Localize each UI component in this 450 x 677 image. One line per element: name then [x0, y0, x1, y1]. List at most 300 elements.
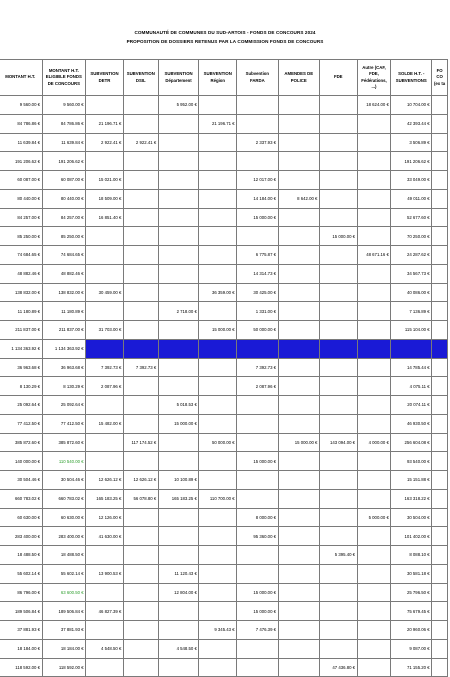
table-cell: 30 425.00 €: [237, 283, 278, 302]
table-cell: [278, 133, 319, 152]
table-row: [0, 489, 448, 508]
column-header: SOLDE H.T. - SUBVENTIONS: [391, 60, 432, 96]
table-cell: [199, 358, 237, 377]
table-row: [0, 396, 448, 415]
table-cell: [123, 621, 158, 640]
table-cell: [86, 583, 124, 602]
table-cell: [123, 602, 158, 621]
table-cell: [123, 452, 158, 471]
table-cell: 15 000.00 €: [158, 414, 199, 433]
table-row: [0, 189, 448, 208]
table-cell: [158, 602, 199, 621]
column-header: Autre (CAF, FDE, Fédérations, ...): [357, 60, 391, 96]
table-cell: [432, 302, 448, 321]
table-cell: 84 257.00 €: [0, 208, 42, 227]
table-cell: 46 930.50 €: [391, 414, 432, 433]
table-cell: [158, 321, 199, 340]
table-cell: 8 642.00 €: [278, 189, 319, 208]
table-cell: [158, 133, 199, 152]
table-cell: [86, 96, 124, 115]
table-cell: 80 440.00 €: [42, 189, 86, 208]
table-cell: 36 963.68 €: [42, 358, 86, 377]
table-cell: 5 952.00 €: [158, 96, 199, 115]
table-cell: 36 359.00 €: [199, 283, 237, 302]
table-cell: [199, 564, 237, 583]
table-cell: [158, 377, 199, 396]
table-cell: 15 482.00 €: [86, 414, 124, 433]
table-row: [0, 227, 448, 246]
table-cell: [123, 414, 158, 433]
table-cell: 25 796.50 €: [391, 583, 432, 602]
table-cell: 11 639.84 €: [0, 133, 42, 152]
table-cell: [123, 189, 158, 208]
table-cell: 18 184.00 €: [42, 639, 86, 658]
table-row: [0, 208, 448, 227]
table-cell: 7 392.73 €: [237, 358, 278, 377]
table-cell: [86, 621, 124, 640]
table-cell: [158, 658, 199, 677]
table-cell: [278, 358, 319, 377]
column-header: FO CO (ex ta: [432, 60, 448, 96]
table-cell: [158, 621, 199, 640]
table-cell: 8 130.29 €: [42, 377, 86, 396]
table-cell: [278, 546, 319, 565]
column-header: SUBVENTION Région: [199, 60, 237, 96]
table-cell: 30 581.18 €: [391, 564, 432, 583]
table-cell: [432, 471, 448, 490]
table-cell: [432, 152, 448, 171]
table-row: [0, 527, 448, 546]
table-cell: [86, 658, 124, 677]
table-cell: [86, 546, 124, 565]
table-header-row: [0, 60, 448, 96]
table-row: [0, 658, 448, 677]
table-cell: [357, 396, 391, 415]
column-header: SUBVENTION Département: [158, 60, 199, 96]
table-cell: 2 718.00 €: [158, 302, 199, 321]
table-cell: 93 540.00 €: [391, 452, 432, 471]
table-cell: 9 345.43 €: [199, 621, 237, 640]
table-cell: 80 440.00 €: [0, 189, 42, 208]
table-cell: 15 021.00 €: [86, 171, 124, 190]
table-cell: [432, 489, 448, 508]
table-cell: 60 087.00 €: [42, 171, 86, 190]
table-cell: [319, 489, 357, 508]
table-cell: [123, 546, 158, 565]
table-row: [0, 583, 448, 602]
table-cell: [237, 564, 278, 583]
table-cell: [357, 377, 391, 396]
table-cell: 12 626.12 €: [123, 471, 158, 490]
table-cell: 163 318.22 €: [391, 489, 432, 508]
table-cell: [158, 264, 199, 283]
table-cell: 256 604.08 €: [391, 433, 432, 452]
table-cell: [199, 414, 237, 433]
table-cell: [158, 171, 199, 190]
table-cell: [86, 339, 124, 358]
table-cell: 11 120.43 €: [158, 564, 199, 583]
table-cell: 9 560.00 €: [42, 96, 86, 115]
table-cell: [319, 264, 357, 283]
table-row: [0, 414, 448, 433]
column-header: SUBVENTION DSIL: [123, 60, 158, 96]
table-cell: 33 049.00 €: [391, 171, 432, 190]
table-cell: 5 000.00 €: [357, 508, 391, 527]
table-cell: [123, 302, 158, 321]
table-cell: [432, 414, 448, 433]
table-cell: [123, 639, 158, 658]
table-cell: 191 206.62 €: [42, 152, 86, 171]
table-cell: [278, 583, 319, 602]
table-cell: 189 506.84 €: [0, 602, 42, 621]
table-cell: [319, 396, 357, 415]
column-header: FDE: [319, 60, 357, 96]
table-cell: 63 600.50 €: [42, 583, 86, 602]
table-cell: 283 400.00 €: [42, 527, 86, 546]
table-cell: [357, 114, 391, 133]
table-cell: [237, 339, 278, 358]
table-cell: [123, 283, 158, 302]
document-subtitle: PROPOSITION DE DOSSIERS RETENUS PAR LA COMMISSION FONDS DE CONCOURS: [126, 39, 324, 44]
table-cell: 60 087.00 €: [0, 171, 42, 190]
table-cell: [432, 133, 448, 152]
table-cell: 60 630.00 €: [42, 508, 86, 527]
table-cell: [357, 546, 391, 565]
table-cell: 191 206.62 €: [391, 152, 432, 171]
table-cell: [432, 583, 448, 602]
table-cell: 70 250.00 €: [391, 227, 432, 246]
table-cell: [278, 396, 319, 415]
table-cell: [319, 246, 357, 265]
table-cell: 15 151.88 €: [391, 471, 432, 490]
table-cell: 84 786.86 €: [0, 114, 42, 133]
table-cell: [319, 471, 357, 490]
table-cell: [357, 264, 391, 283]
table-cell: [158, 189, 199, 208]
table-row: [0, 358, 448, 377]
table-cell: 7 136.89 €: [391, 302, 432, 321]
table-cell: [319, 377, 357, 396]
table-cell: 8 000.00 €: [237, 508, 278, 527]
table-cell: 14 785.44 €: [391, 358, 432, 377]
table-cell: 95 360.00 €: [237, 527, 278, 546]
table-cell: [432, 508, 448, 527]
table-cell: 1 134 363.92 €: [0, 339, 42, 358]
table-cell: [199, 96, 237, 115]
table-cell: [86, 302, 124, 321]
table-cell: [357, 658, 391, 677]
table-cell: 2 087.96 €: [86, 377, 124, 396]
table-cell: [278, 302, 319, 321]
table-cell: [432, 339, 448, 358]
table-cell: [319, 302, 357, 321]
table-cell: [319, 283, 357, 302]
table-cell: [199, 171, 237, 190]
table-row: [0, 133, 448, 152]
table-cell: [319, 414, 357, 433]
table-cell: [123, 208, 158, 227]
table-cell: [86, 396, 124, 415]
table-cell: [432, 189, 448, 208]
table-cell: [357, 564, 391, 583]
table-cell: [391, 339, 432, 358]
table-cell: [86, 246, 124, 265]
table-cell: [432, 602, 448, 621]
table-cell: 46 827.39 €: [86, 602, 124, 621]
table-cell: 110 540.00 €: [42, 452, 86, 471]
table-cell: [278, 564, 319, 583]
table-cell: [432, 639, 448, 658]
table-cell: [357, 302, 391, 321]
table-row: [0, 602, 448, 621]
table-cell: 50 000.00 €: [237, 321, 278, 340]
table-cell: [123, 246, 158, 265]
table-cell: 56 078.80 €: [123, 489, 158, 508]
table-cell: 118 592.00 €: [42, 658, 86, 677]
table-cell: 6 775.87 €: [237, 246, 278, 265]
table-cell: [278, 414, 319, 433]
table-cell: [123, 152, 158, 171]
table-cell: [278, 246, 319, 265]
table-cell: [158, 452, 199, 471]
table-cell: [432, 546, 448, 565]
table-cell: [158, 246, 199, 265]
table-row: [0, 96, 448, 115]
table-cell: 77 412.50 €: [42, 414, 86, 433]
table-cell: 21 196.71 €: [86, 114, 124, 133]
table-cell: 74 684.65 €: [0, 246, 42, 265]
table-cell: 8 088.10 €: [391, 546, 432, 565]
table-cell: 20 074.11 €: [391, 396, 432, 415]
table-cell: 7 476.39 €: [237, 621, 278, 640]
table-cell: [123, 508, 158, 527]
table-cell: [86, 433, 124, 452]
table-cell: 36 963.68 €: [0, 358, 42, 377]
table-cell: 15 000.00 €: [319, 227, 357, 246]
table-cell: 15 000.00 €: [237, 452, 278, 471]
table-cell: [199, 527, 237, 546]
table-cell: [199, 396, 237, 415]
table-cell: [123, 264, 158, 283]
table-cell: [278, 152, 319, 171]
table-cell: [278, 489, 319, 508]
table-cell: [357, 321, 391, 340]
table-row: [0, 152, 448, 171]
table-cell: [123, 583, 158, 602]
table-cell: 101 402.00 €: [391, 527, 432, 546]
table-cell: [199, 208, 237, 227]
table-cell: 12 626.12 €: [86, 471, 124, 490]
table-cell: 42 393.44 €: [391, 114, 432, 133]
table-cell: 18 488.50 €: [0, 546, 42, 565]
table-cell: [319, 114, 357, 133]
table-cell: 25 092.64 €: [42, 396, 86, 415]
table-cell: 117 174.52 €: [123, 433, 158, 452]
table-cell: [278, 321, 319, 340]
table-cell: [432, 396, 448, 415]
table-cell: [319, 208, 357, 227]
table-cell: 115 104.00 €: [391, 321, 432, 340]
table-cell: [237, 489, 278, 508]
table-cell: 15 000.00 €: [278, 433, 319, 452]
table-cell: [199, 452, 237, 471]
table-cell: 1 331.00 €: [237, 302, 278, 321]
table-cell: 37 881.93 €: [0, 621, 42, 640]
table-cell: [158, 208, 199, 227]
table-cell: [199, 133, 237, 152]
column-header: MONTANT H.T.: [0, 60, 42, 96]
table-cell: [319, 133, 357, 152]
table-row: [0, 471, 448, 490]
table-cell: [199, 508, 237, 527]
table-cell: 2 922.41 €: [123, 133, 158, 152]
table-cell: [319, 171, 357, 190]
table-cell: 71 155.20 €: [391, 658, 432, 677]
table-cell: 84 257.00 €: [42, 208, 86, 227]
table-cell: [123, 339, 158, 358]
table-cell: 2 087.96 €: [237, 377, 278, 396]
table-row: [0, 452, 448, 471]
table-cell: 50 000.00 €: [199, 433, 237, 452]
table-cell: 5 018.53 €: [158, 396, 199, 415]
table-row: [0, 321, 448, 340]
table-cell: [278, 208, 319, 227]
table-cell: [158, 339, 199, 358]
table-cell: [278, 452, 319, 471]
table-cell: 21 196.71 €: [199, 114, 237, 133]
table-row: [0, 433, 448, 452]
table-cell: [357, 414, 391, 433]
table-cell: [357, 208, 391, 227]
table-cell: [199, 377, 237, 396]
table-cell: 14 314.73 €: [237, 264, 278, 283]
table-cell: [357, 471, 391, 490]
table-cell: [319, 639, 357, 658]
table-cell: [86, 264, 124, 283]
table-cell: [123, 527, 158, 546]
table-cell: [278, 527, 319, 546]
table-cell: [432, 96, 448, 115]
table-cell: 165 183.25 €: [158, 489, 199, 508]
table-cell: [199, 302, 237, 321]
table-row: [0, 114, 448, 133]
table-cell: [278, 602, 319, 621]
table-cell: 211 837.00 €: [0, 321, 42, 340]
table-row: [0, 564, 448, 583]
table-cell: [123, 114, 158, 133]
table-cell: [278, 508, 319, 527]
table-cell: [123, 377, 158, 396]
table-cell: 55 602.14 €: [42, 564, 86, 583]
table-cell: [319, 527, 357, 546]
table-cell: 74 684.65 €: [42, 246, 86, 265]
table-cell: [357, 621, 391, 640]
table-cell: [86, 152, 124, 171]
table-cell: 18 488.50 €: [42, 546, 86, 565]
table-cell: [237, 471, 278, 490]
table-cell: 385 872.60 €: [42, 433, 86, 452]
table-cell: 1 134 363.92 €: [42, 339, 86, 358]
table-cell: 55 602.14 €: [0, 564, 42, 583]
table-cell: [199, 264, 237, 283]
table-row: [0, 302, 448, 321]
table-cell: [278, 96, 319, 115]
table-cell: 138 832.00 €: [0, 283, 42, 302]
table-cell: [86, 452, 124, 471]
table-cell: [278, 639, 319, 658]
table-cell: 48 671.16 €: [357, 246, 391, 265]
table-cell: [432, 246, 448, 265]
table-cell: 18 184.00 €: [0, 639, 42, 658]
table-cell: [278, 171, 319, 190]
table-cell: 110 700.00 €: [199, 489, 237, 508]
table-cell: [319, 508, 357, 527]
table-cell: [278, 114, 319, 133]
table-cell: 2 922.41 €: [86, 133, 124, 152]
table-cell: [158, 527, 199, 546]
table-cell: 30 504.46 €: [42, 471, 86, 490]
table-cell: 60 630.00 €: [0, 508, 42, 527]
table-cell: [357, 171, 391, 190]
table-cell: 4 548.50 €: [158, 639, 199, 658]
table-cell: 37 881.93 €: [42, 621, 86, 640]
table-cell: 11 180.89 €: [42, 302, 86, 321]
table-cell: 138 832.00 €: [42, 283, 86, 302]
table-cell: 10 100.89 €: [158, 471, 199, 490]
table-cell: [199, 246, 237, 265]
table-cell: 2 337.93 €: [237, 133, 278, 152]
table-cell: [432, 264, 448, 283]
column-header: SUBVENTION DETR: [86, 60, 124, 96]
table-cell: [432, 358, 448, 377]
table-cell: 13 900.53 €: [86, 564, 124, 583]
table-cell: [123, 171, 158, 190]
table-cell: [237, 414, 278, 433]
table-cell: [278, 377, 319, 396]
table-cell: [199, 152, 237, 171]
table-cell: [278, 264, 319, 283]
table-cell: 191 206.62 €: [0, 152, 42, 171]
table-cell: [237, 152, 278, 171]
table-cell: 118 592.00 €: [0, 658, 42, 677]
table-cell: 41 630.00 €: [86, 527, 124, 546]
table-cell: [432, 527, 448, 546]
table-cell: [199, 583, 237, 602]
table-cell: 34 567.73 €: [391, 264, 432, 283]
table-cell: 143 094.00 €: [319, 433, 357, 452]
table-cell: [319, 583, 357, 602]
table-cell: [158, 358, 199, 377]
table-cell: 9 087.00 €: [391, 639, 432, 658]
table-cell: [357, 489, 391, 508]
table-cell: 30 459.00 €: [86, 283, 124, 302]
table-cell: 283 400.00 €: [0, 527, 42, 546]
table-cell: 16 851.40 €: [86, 208, 124, 227]
table-cell: 24 287.62 €: [391, 246, 432, 265]
table-cell: [158, 508, 199, 527]
table-cell: [237, 433, 278, 452]
table-cell: 8 130.29 €: [0, 377, 42, 396]
table-row: [0, 546, 448, 565]
table-cell: [319, 602, 357, 621]
table-cell: [319, 96, 357, 115]
table-cell: [319, 564, 357, 583]
table-cell: [123, 321, 158, 340]
table-cell: [432, 171, 448, 190]
table-cell: 12 017.00 €: [237, 171, 278, 190]
table-cell: [319, 339, 357, 358]
table-cell: 14 184.00 €: [237, 189, 278, 208]
